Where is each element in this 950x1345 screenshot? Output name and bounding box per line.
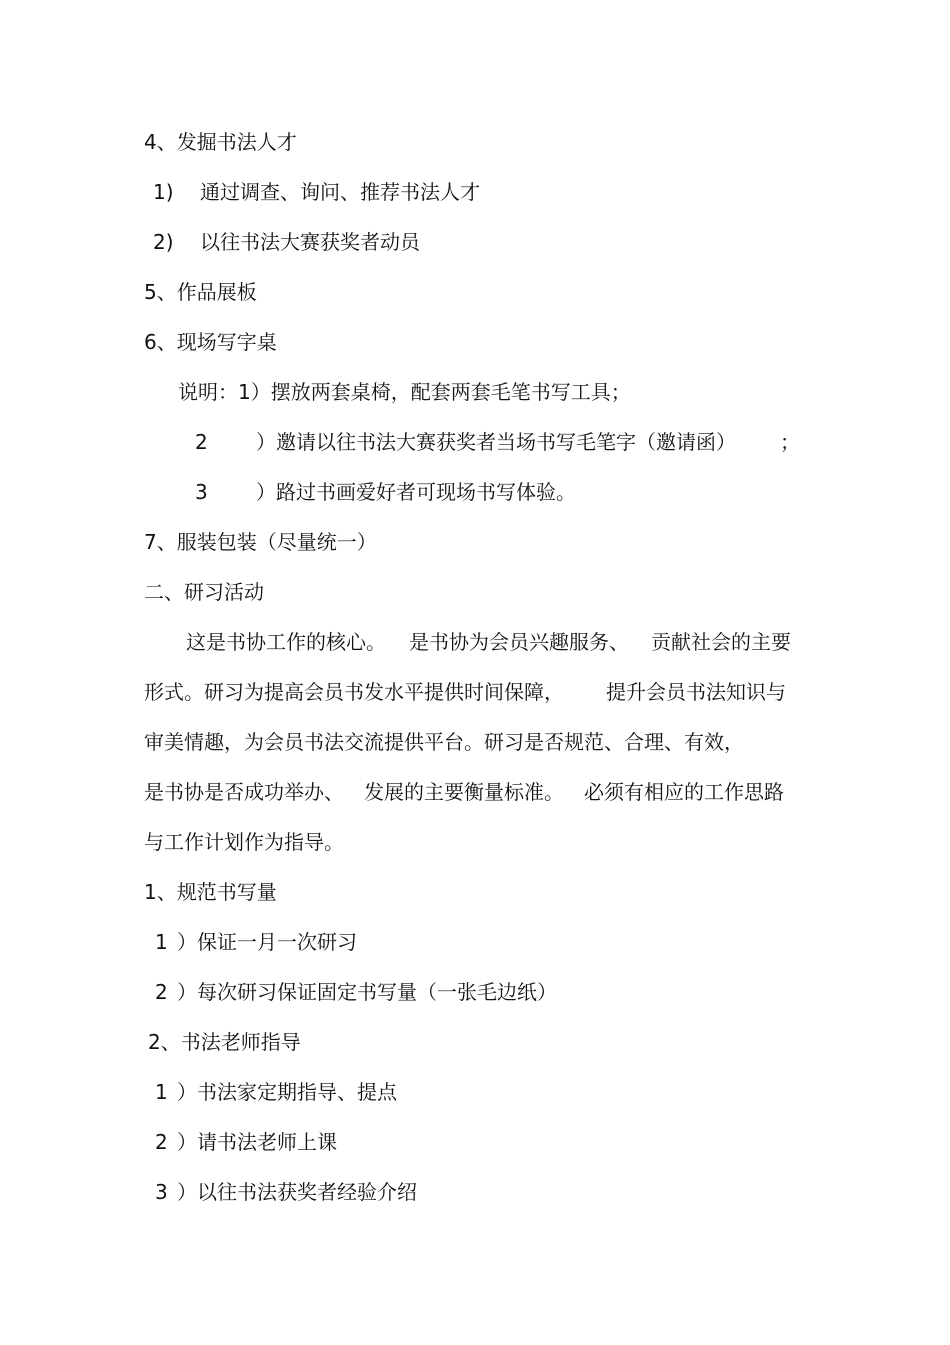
heading-6	[144, 328, 277, 356]
paragraph-line-1-part-2: 是书协为会员兴趣服务、	[409, 630, 629, 654]
subheading-2-text: 2、书法老师指导	[148, 1030, 301, 1054]
paragraph-line-1-part-1: 这是书协工作的核心。	[186, 630, 386, 654]
note-2-semicolon: ；	[780, 430, 800, 454]
item-1-2-text: ）每次研习保证固定书写量（一张毛边纸）	[177, 980, 557, 1004]
item-4-1-number: 1)	[153, 180, 174, 204]
note-1-text: 说明：1）摆放两套桌椅，配套两套毛笔书写工具；	[178, 380, 631, 404]
item-2-3-text: ）以往书法获奖者经验介绍	[177, 1180, 417, 1204]
note-2-number: 2	[195, 430, 208, 454]
subheading-1-text: 1、规范书写量	[144, 880, 277, 904]
paragraph-line-1-part-3: 贡献社会的主要	[651, 630, 791, 654]
item-2-1-text: ）书法家定期指导、提点	[177, 1080, 397, 1104]
item-1-1-number: 1	[155, 930, 168, 954]
section-2-heading	[144, 578, 264, 606]
heading-6-text: 6、现场写字桌	[144, 330, 277, 354]
item-2-3-number: 3	[155, 1180, 168, 1204]
item-1-2-number: 2	[155, 980, 168, 1004]
heading-5-text: 5、作品展板	[144, 280, 257, 304]
paragraph-line-3-text: 审美情趣，为会员书法交流提供平台。研习是否规范、合理、有效，	[144, 730, 744, 754]
item-1-1-text: ）保证一月一次研习	[177, 930, 357, 954]
heading-7	[144, 528, 377, 556]
paragraph-line-4-part-3: 必须有相应的工作思路	[584, 780, 784, 804]
paragraph-line-3	[144, 728, 744, 756]
paragraph-line-5	[144, 828, 344, 856]
paragraph-line-2-part-1: 形式。研习为提高会员书发水平提供时间保障，	[144, 680, 564, 704]
item-4-2-number: 2)	[153, 230, 174, 254]
subheading-2	[148, 1028, 301, 1056]
note-3-number: 3	[195, 480, 208, 504]
heading-4-text: 4、发掘书法人才	[144, 130, 297, 154]
note-3-text: ）路过书画爱好者可现场书写体验。	[256, 480, 576, 504]
item-4-1-text: 通过调查、询问、推荐书法人才	[200, 180, 480, 204]
note-2-text: ）邀请以往书法大赛获奖者当场书写毛笔字（邀请函）	[256, 430, 736, 454]
heading-5	[144, 278, 257, 306]
item-2-1-number: 1	[155, 1080, 168, 1104]
subheading-1	[144, 878, 277, 906]
heading-4	[144, 128, 297, 156]
heading-7-text: 7、服装包装（尽量统一）	[144, 530, 377, 554]
item-2-2-number: 2	[155, 1130, 168, 1154]
item-2-2-text: ）请书法老师上课	[177, 1130, 337, 1154]
note-1	[178, 378, 631, 406]
paragraph-line-4-part-1: 是书协是否成功举办、	[144, 780, 344, 804]
paragraph-line-2-part-2: 提升会员书法知识与	[606, 680, 786, 704]
paragraph-line-5-text: 与工作计划作为指导。	[144, 830, 344, 854]
item-4-2-text: 以往书法大赛获奖者动员	[200, 230, 420, 254]
section-2-heading-text: 二、研习活动	[144, 580, 264, 604]
paragraph-line-4-part-2: 发展的主要衡量标准。	[364, 780, 564, 804]
